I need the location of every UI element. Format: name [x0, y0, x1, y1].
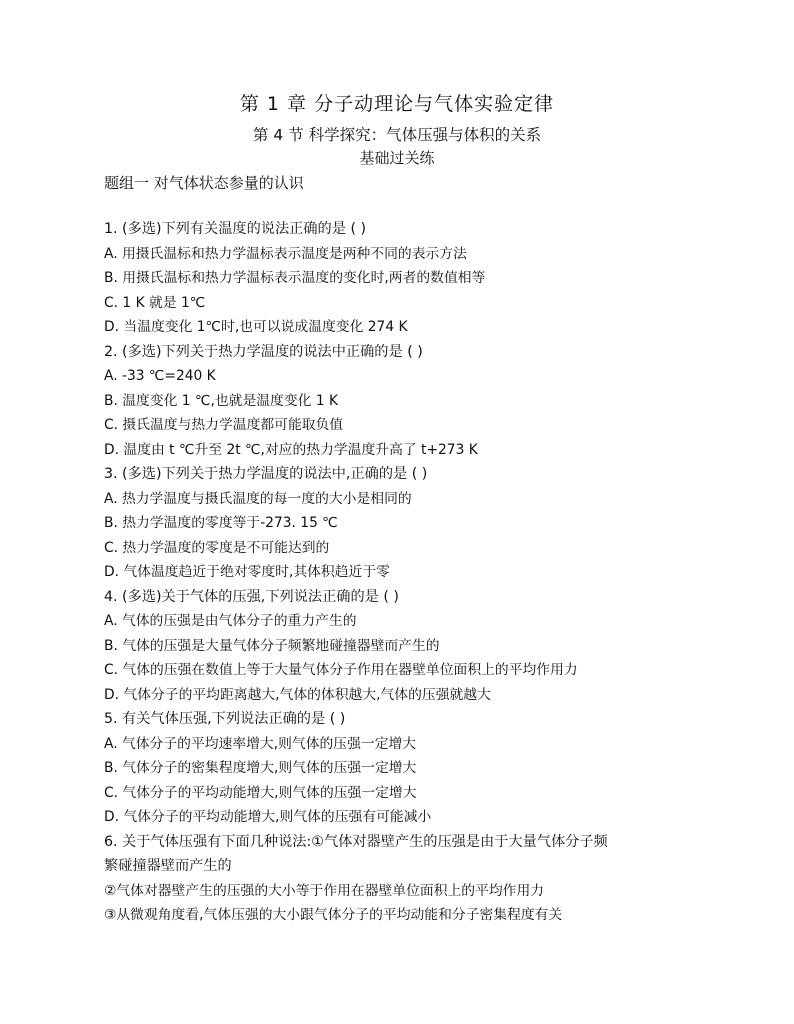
exercise-subtitle: 基础过关练	[359, 149, 435, 167]
question-5-stem: 5. 有关气体压强,下列说法正确的是 ( )	[104, 711, 346, 727]
question-1-option-d: D. 当温度变化 1℃时,也可以说成温度变化 274 K	[104, 319, 408, 335]
question-4-option-a: A. 气体的压强是由气体分子的重力产生的	[104, 613, 357, 629]
question-2-option-c: C. 摄氏温度与热力学温度都可能取负值	[104, 417, 344, 433]
question-1-option-a: A. 用摄氏温标和热力学温标表示温度是两种不同的表示方法	[104, 245, 467, 262]
question-3-stem: 3. (多选)下列关于热力学温度的说法中,正确的是 ( )	[104, 466, 428, 482]
question-2-option-b: B. 温度变化 1 ℃,也就是温度变化 1 K	[104, 392, 339, 409]
question-6-stem: 6. 关于气体压强有下面几种说法:①气体对器壁产生的压强是由于大量气体分子频	[104, 833, 608, 850]
question-1-option-c: C. 1 K 就是 1℃	[104, 294, 206, 311]
question-5-option-c: C. 气体分子的平均动能增大,则气体的压强一定增大	[104, 784, 417, 801]
question-6-statement-2: ②气体对器壁产生的压强的大小等于作用在器壁单位面积上的平均作用力	[104, 882, 545, 899]
question-6-statement-3: ③从微观角度看,气体压强的大小跟气体分子的平均动能和分子密集程度有关	[104, 907, 563, 923]
question-5-option-d: D. 气体分子的平均动能增大,则气体的压强有可能减小	[104, 809, 432, 825]
question-2-option-d: D. 温度由 t ℃升至 2t ℃,对应的热力学温度升高了 t+273 K	[104, 441, 478, 458]
question-5-option-a: A. 气体分子的平均速率增大,则气体的压强一定增大	[104, 735, 417, 752]
chapter-title: 第 1 章 分子动理论与气体实验定律	[239, 93, 555, 115]
question-1-option-b: B. 用摄氏温标和热力学温标表示温度的变化时,两者的数值相等	[104, 270, 486, 286]
question-2-stem: 2. (多选)下列关于热力学温度的说法中正确的是 ( )	[104, 343, 423, 360]
question-3-option-b: B. 热力学温度的零度等于-273. 15 ℃	[104, 515, 338, 531]
question-3-option-a: A. 热力学温度与摄氏温度的每一度的大小是相同的	[104, 490, 412, 507]
question-3-option-c: C. 热力学温度的零度是不可能达到的	[104, 539, 330, 556]
question-group-heading: 题组一 对气体状态参量的认识	[104, 174, 304, 192]
question-4-option-d: D. 气体分子的平均距离越大,气体的体积越大,气体的压强就越大	[104, 686, 491, 703]
question-2-option-a: A. -33 ℃=240 K	[104, 368, 216, 384]
question-5-option-b: B. 气体分子的密集程度增大,则气体的压强一定增大	[104, 760, 417, 776]
question-4-stem: 4. (多选)关于气体的压强,下列说法正确的是 ( )	[104, 588, 399, 605]
question-4-option-c: C. 气体的压强在数值上等于大量气体分子作用在器壁单位面积上的平均作用力	[104, 662, 578, 678]
question-list	[104, 217, 704, 928]
question-1-stem: 1. (多选)下列有关温度的说法正确的是 ( )	[104, 221, 367, 237]
section-title: 第 4 节 科学探究：气体压强与体积的关系	[252, 126, 542, 144]
question-6-stem-continued: 繁碰撞器壁而产生的	[104, 858, 232, 874]
question-3-option-d: D. 气体温度趋近于绝对零度时,其体积趋近于零	[104, 564, 390, 580]
question-4-option-b: B. 气体的压强是大量气体分子频繁地碰撞器壁而产生的	[104, 637, 440, 654]
